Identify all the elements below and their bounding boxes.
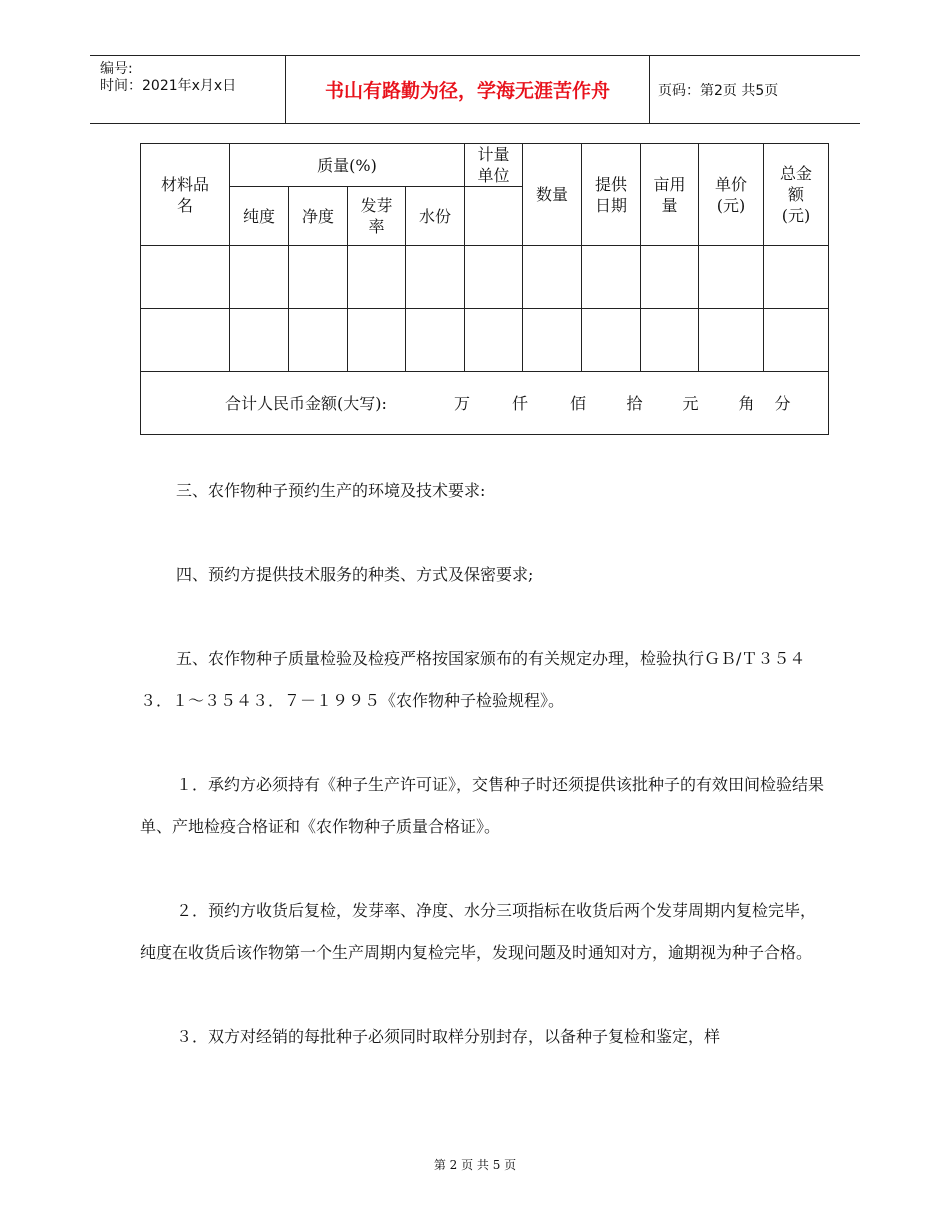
unit-yuan: 元: [682, 393, 699, 413]
page-header: [90, 55, 860, 124]
header-purity: 纯度: [230, 187, 289, 246]
table-row: [141, 246, 829, 309]
section-5: 五、农作物种子质量检验及检疫严格按国家颁布的有关规定办理，检验执行ＧＢ/Ｔ３５４３．１～３５４３．７－１９９５《农作物种子检验规程》。: [140, 649, 806, 710]
header-motto: 书山有路勤为径，学海无涯苦作舟: [285, 56, 650, 123]
cell-empty: [465, 187, 523, 246]
header-cleanliness: 净度: [289, 187, 348, 246]
document-body: [140, 470, 830, 1058]
header-germination: 发芽率: [348, 187, 406, 246]
unit-wan: 万: [453, 393, 470, 413]
section-4: 四、预约方提供技术服务的种类、方式及保密要求;: [176, 565, 534, 584]
header-acre-usage: 亩用量: [641, 144, 699, 246]
total-row: [141, 372, 829, 435]
header-supply-date: 提供日期: [582, 144, 641, 246]
item-1: １．承约方必须持有《种子生产许可证》，交售种子时还须提供该批种子的有效田间检验结果单、产地检疫合格证和《农作物种子质量合格证》。: [140, 775, 825, 836]
header-moisture: 水份: [406, 187, 465, 246]
header-quantity: 数量: [523, 144, 582, 246]
unit-fen: 分: [774, 393, 791, 413]
header-material-name: 材料品名: [141, 144, 230, 246]
unit-qian: 仟: [511, 393, 528, 413]
item-2: ２．预约方收货后复检，发芽率、净度、水分三项指标在收货后两个发芽周期内复检完毕，纯度在收货后该作物第一个生产周期内复检完毕，发现问题及时通知对方，逾期视为种子合格。: [140, 901, 817, 962]
table-row: [141, 309, 829, 372]
unit-bai: 佰: [569, 393, 586, 413]
header-meta: [90, 56, 285, 123]
header-unit-price: 单价(元): [699, 144, 764, 246]
total-label: 合计人民币金额(大写):: [225, 393, 387, 413]
page-footer: 第 2 页 共 5 页: [433, 1158, 517, 1172]
header-quality: 质量(%): [230, 144, 465, 187]
header-page-number: 页码：第2页 共5页: [658, 82, 779, 99]
document-number-label: 编号:: [100, 61, 133, 77]
unit-shi: 拾: [626, 393, 643, 413]
section-3: 三、农作物种子预约生产的环境及技术要求:: [176, 481, 486, 500]
material-table: [140, 143, 829, 435]
item-3: ３．双方对经销的每批种子必须同时取样分别封存，以备种子复检和鉴定，样: [176, 1027, 721, 1046]
header-total-amount: 总金额(元): [764, 144, 829, 246]
unit-jiao: 角: [738, 393, 755, 413]
document-time: 时间：2021年x月x日: [100, 78, 237, 94]
header-unit: 计量单位: [465, 144, 523, 187]
